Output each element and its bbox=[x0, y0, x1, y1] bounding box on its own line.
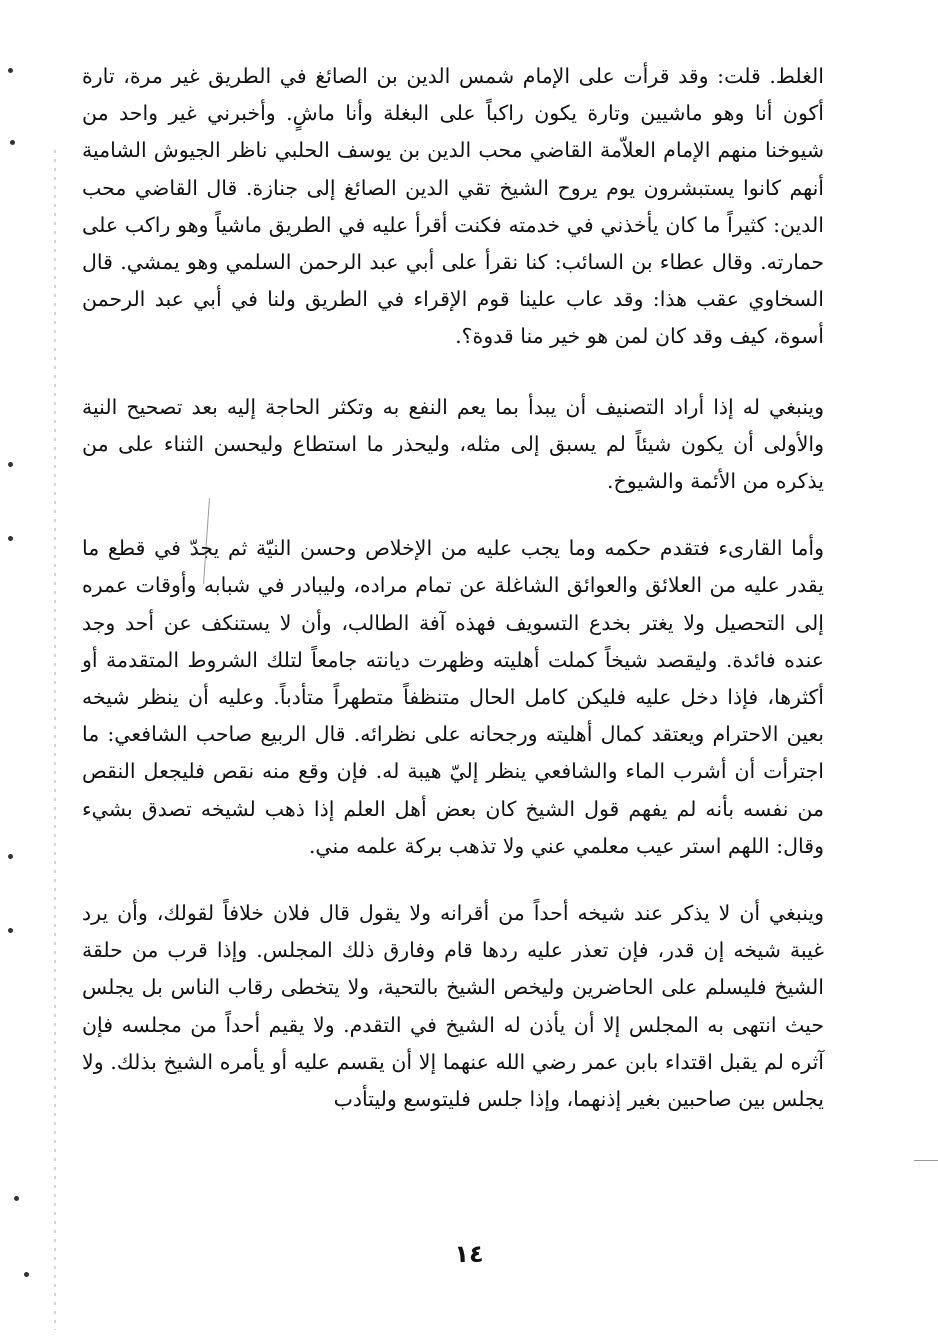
scan-speck bbox=[24, 1272, 29, 1277]
scan-speck bbox=[8, 536, 13, 541]
margin-dash-mark bbox=[914, 1160, 938, 1161]
paragraph-4: وينبغي أن لا يذكر عند شيخه أحداً من أقرانه ولا يقول قال فلان خلافاً لقولك، وأن يرد غيبة شيخه إن قدر، فإن تعذر عليه ردها قام وفارق ذلك المجلس. وإذا قرب من حلقة الشيخ فليسلم على الحاضرين وليخص الشيخ بالتحية، ولا يتخطى رقاب الناس بل يجلس حيث انتهى به المجلس إلا أن يأذن له الشيخ في التقدم. ولا يقيم أحداً من مجلسه فإن آثره لم يقبل اقتداء بابن عمر رضي الله عنهما إلا أن يقسم عليه أو يأمره الشيخ بذلك. ولا يجلس بين صاحبين بغير إذنهما، وإذا جلس فليتوسع وليتأدب bbox=[82, 901, 824, 1112]
paragraph-1: الغلط. قلت: وقد قرأت على الإمام شمس الدين بن الصائغ في الطريق غير مرة، تارة أكون أنا وهو ماشيين وتارة يكون راكباً على البغلة وأنا ماشٍ. وأخبرني غير واحد من شيوخنا منهم الإمام العلاّمة القاضي محب الدين بن يوسف الحلبي ناظر الجيوش الشامية أنهم كانوا يستبشرون يوم يروح الشيخ تقي الدين الصائغ إلى جنازة. قال القاضي محب الدين: كثيراً ما كان يأخذني في خدمته فكنت أقرأ عليه في الطريق ماشياً وهو راكب على حمارته. وقال عطاء بن السائب: كنا نقرأ على أبي عبد الرحمن السلمي وهو يمشي. قال السخاوي عقب هذا: وقد عاب علينا قوم الإقراء في الطريق ولنا في أبي عبد الرحمن أسوة، كيف وقد كان لمن هو خير منا قدوة؟. bbox=[82, 64, 824, 349]
scan-speck bbox=[10, 140, 15, 145]
scan-binding-edge bbox=[54, 150, 56, 1330]
paragraph-2: وينبغي له إذا أراد التصنيف أن يبدأ بما يعم النفع به وتكثر الحاجة إليه بعد تصحيح النية والأولى أن يكون شيئاً لم يسبق إلى مثله، وليحذر ما استطاع وليحسن الثناء على من يذكره من الأئمة والشيوخ. bbox=[82, 394, 824, 494]
scan-speck bbox=[8, 68, 13, 73]
scan-speck bbox=[8, 854, 13, 859]
scan-speck bbox=[8, 462, 13, 467]
text-column bbox=[82, 58, 824, 1118]
scan-speck bbox=[8, 928, 13, 933]
scan-speck bbox=[14, 1196, 19, 1201]
paragraph-3: وأما القارىء فتقدم حكمه وما يجب عليه من الإخلاص وحسن النيّة ثم يجدّ في قطع ما يقدر عليه من العلائق والعوائق الشاغلة عن تمام مراده، وليبادر في شبابه وأوقات عمره إلى التحصيل ولا يغتر بخدع التسويف فهذه آفة الطالب، وأن لا يستنكف عن أحد وجد عنده فائدة. وليقصد شيخاً كملت أهليته وظهرت ديانته جامعاً لتلك الشروط المتقدمة أو أكثرها، فإذا دخل عليه فليكن كامل الحال متنظفاً متطهراً متأدباً. وعليه أن ينظر شيخه بعين الاحترام ويعتقد كمال أهليته ورجحانه على نظرائه. قال الربيع صاحب الشافعي: ما اجترأت أن أشرب الماء والشافعي ينظر إليّ هيبة له. فإن وقع منه نقص فليجعل النقص من نفسه بأنه لم يفهم قول الشيخ كان بعض أهل العلم إذا ذهب لشيخه تصدق بشيء وقال: اللهم استر عيب معلمي عني ولا تذهب بركة علمه مني. bbox=[82, 536, 824, 858]
page-number: ١٤ bbox=[454, 1240, 484, 1268]
